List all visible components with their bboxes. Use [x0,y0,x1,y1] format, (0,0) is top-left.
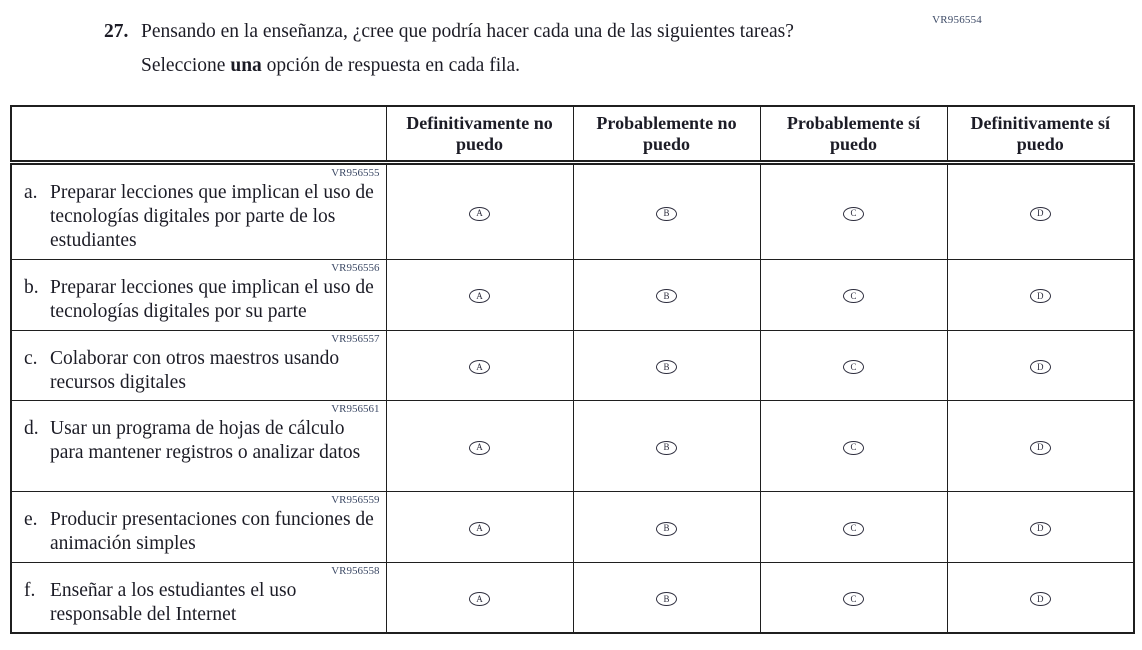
option-cell [947,330,1134,401]
option-cell [760,401,947,492]
option-cell [386,330,573,401]
table-row [11,492,1134,563]
option-bubble-c[interactable]: C [843,207,864,221]
item-code: VR956561 [331,403,380,416]
option-cell [386,562,573,633]
option-cell [760,492,947,563]
task-label-b: VR956556 b. Preparar lecciones que implican el uso de tecnologías digitales por su parte [11,259,386,330]
option-cell [760,163,947,259]
option-bubble-b[interactable]: B [656,289,677,303]
response-table [10,105,1135,634]
question-block [104,20,924,77]
option-cell [386,259,573,330]
option-bubble-c[interactable]: C [843,360,864,374]
task-label-f: VR956558 f. Enseñar a los estudiantes el uso responsable del Internet [11,562,386,633]
column-header-definitively-yes: Definitivamente sí puedo [947,106,1134,163]
header-empty-cell [11,106,386,163]
option-cell [573,259,760,330]
option-bubble-d[interactable]: D [1030,441,1051,455]
option-bubble-b[interactable]: B [656,441,677,455]
item-code: VR956556 [331,261,380,274]
option-bubble-a[interactable]: A [469,360,490,374]
option-cell [386,492,573,563]
question-text: Pensando en la enseñanza, ¿cree que podría hacer cada una de las siguientes tareas? [141,21,794,42]
option-cell [573,492,760,563]
column-header-probably-no: Probablemente no puedo [573,106,760,163]
option-cell [573,163,760,259]
task-label-c: VR956557 c. Colaborar con otros maestros usando recursos digitales [11,330,386,401]
option-bubble-a[interactable]: A [469,592,490,606]
item-code: VR956557 [331,332,380,345]
option-cell [947,562,1134,633]
column-header-definitively-no: Definitivamente no puedo [386,106,573,163]
option-bubble-a[interactable]: A [469,522,490,536]
question-instruction: Seleccione una opción de respuesta en cada fila. [141,55,521,77]
option-bubble-b[interactable]: B [656,522,677,536]
option-cell [573,562,760,633]
item-code: VR956559 [331,494,380,507]
option-bubble-d[interactable]: D [1030,522,1051,536]
option-cell [947,492,1134,563]
option-cell [386,163,573,259]
option-bubble-c[interactable]: C [843,522,864,536]
task-label-a: VR956555 a. Preparar lecciones que implican el uso de tecnologías digitales por parte de los estudiantes [11,163,386,259]
option-bubble-b[interactable]: B [656,207,677,221]
question-number: 27. [104,21,129,42]
option-bubble-d[interactable]: D [1030,360,1051,374]
task-label-d: VR956561 d. Usar un programa de hojas de cálculo para mantener registros o analizar datos [11,401,386,492]
table-row [11,330,1134,401]
table-row [11,401,1134,492]
option-bubble-b[interactable]: B [656,592,677,606]
table-row [11,562,1134,633]
table-row [11,163,1134,259]
option-cell [947,163,1134,259]
option-cell [573,401,760,492]
option-cell [760,330,947,401]
option-cell [760,259,947,330]
item-code: VR956555 [331,167,380,180]
option-bubble-d[interactable]: D [1030,207,1051,221]
option-bubble-d[interactable]: D [1030,592,1051,606]
option-cell [573,330,760,401]
option-bubble-a[interactable]: A [469,441,490,455]
option-cell [947,401,1134,492]
option-bubble-c[interactable]: C [843,289,864,303]
option-bubble-a[interactable]: A [469,289,490,303]
option-bubble-a[interactable]: A [469,207,490,221]
option-cell [386,401,573,492]
item-code: VR956558 [331,564,380,577]
header-row [11,106,1134,163]
task-label-e: VR956559 e. Producir presentaciones con funciones de animación simples [11,492,386,563]
table-row [11,259,1134,330]
option-bubble-d[interactable]: D [1030,289,1051,303]
column-header-probably-yes: Probablemente sí puedo [760,106,947,163]
option-bubble-b[interactable]: B [656,360,677,374]
option-bubble-c[interactable]: C [843,441,864,455]
option-bubble-c[interactable]: C [843,592,864,606]
option-cell [760,562,947,633]
question-code: VR956554 [932,14,982,26]
option-cell [947,259,1134,330]
